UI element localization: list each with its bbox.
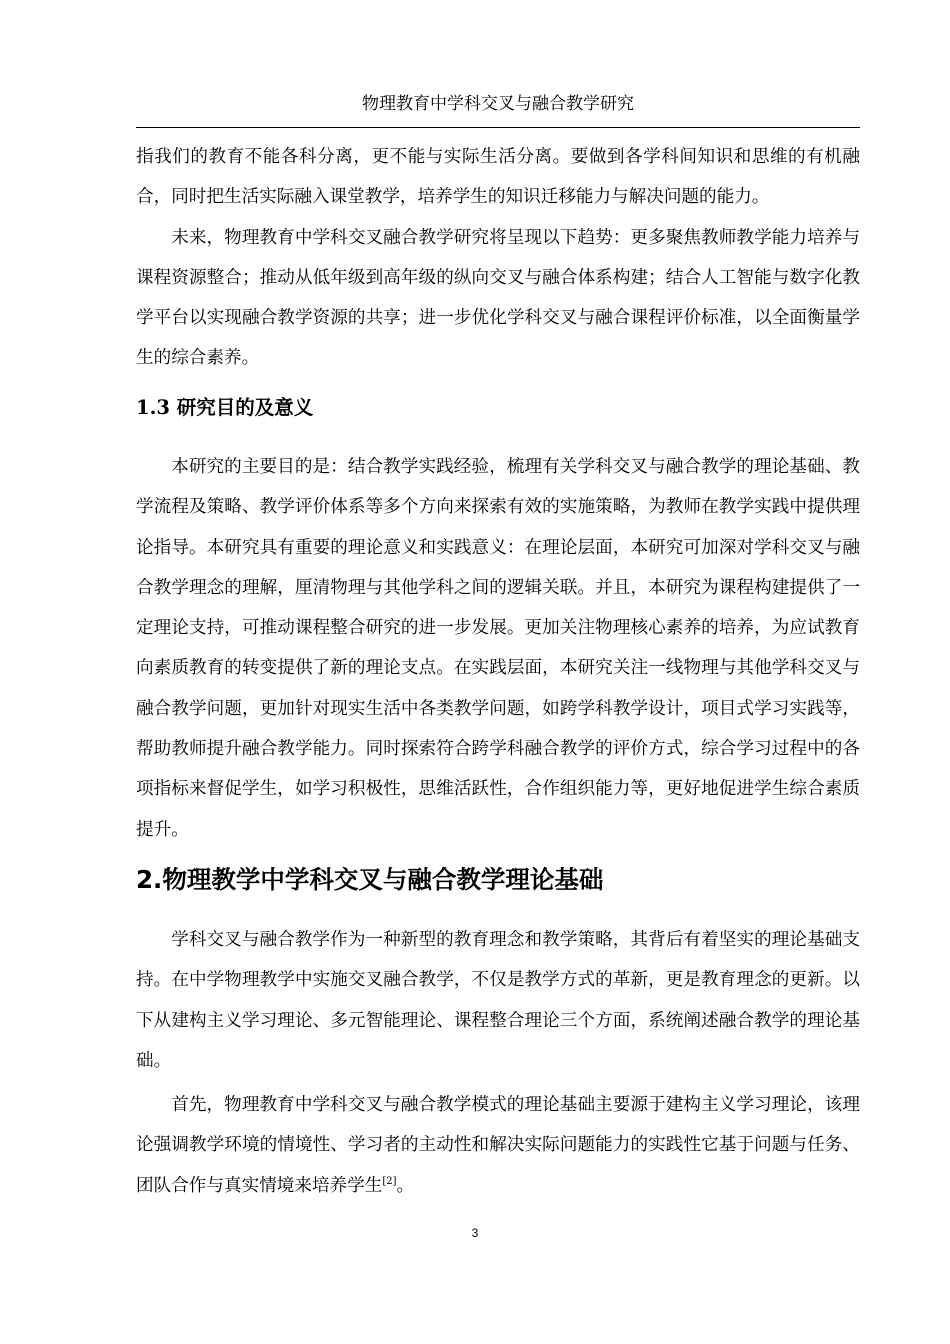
- paragraph-constructivism-end: 。: [396, 1175, 415, 1196]
- running-header-title: 物理教育中学科交叉与融合教学研究: [362, 94, 634, 114]
- page-number: 3: [471, 1226, 479, 1240]
- chapter-2: [136, 858, 860, 902]
- section-1-3-body: [136, 447, 860, 850]
- citation-ref[interactable]: [2]: [382, 1175, 397, 1187]
- header-divider: [136, 127, 860, 128]
- continuation-block: [136, 137, 860, 379]
- chapter-2-body: [136, 920, 860, 1206]
- paragraph-constructivism-text: 首先，物理教育中学科交叉与融合教学模式的理论基础主要源于建构主义学习理论，该理论强调教学环境的情境性、学习者的主动性和解决实际问题能力的实践性它基于问题与任务、团队合作与真实情境来培养学生: [136, 1095, 860, 1196]
- paragraph-constructivism: [136, 1085, 860, 1206]
- paragraph-continuation: 指我们的教育不能各科分离，更不能与实际生活分离。要做到各学科间知识和思维的有机融合，同时把生活实际融入课堂教学，培养学生的知识迁移能力与解决问题的能力。: [136, 147, 860, 208]
- paragraph-research-purpose: 本研究的主要目的是：结合教学实践经验，梳理有关学科交叉与融合教学的理论基础、教学流程及策略、教学评价体系等多个方向来探索有效的实施策略，为教师在教学实践中提供理论指导。本研究具有重要的理论意义和实践意义：在理论层面，本研究可加深对学科交叉与融合教学理念的理解，厘清物理与其他学科之间的逻辑关联。并且，本研究为课程构建提供了一定理论支持，可推动课程整合研究的进一步发展。更加关注物理核心素养的培养，为应试教育向素质教育的转变提供了新的理论支点。在实践层面，本研究关注一线物理与其他学科交叉与融合教学问题，更加针对现实生活中各类教学问题，如跨学科教学设计，项目式学习实践等，帮助教师提升融合教学能力。同时探索符合跨学科融合教学的评价方式，综合学习过程中的各项指标来督促学生，如学习积极性，思维活跃性，合作组织能力等，更好地促进学生综合素质提升。: [136, 457, 860, 840]
- section-heading-1-3: 1.3 研究目的及意义: [136, 396, 314, 419]
- paragraph-future-trends: 未来，物理教育中学科交叉融合教学研究将呈现以下趋势：更多聚焦教师教学能力培养与课程资源整合；推动从低年级到高年级的纵向交叉与融合体系构建；结合人工智能与数字化教学平台以实现融合教学资源的共享；进一步优化学科交叉与融合课程评价标准，以全面衡量学生的综合素养。: [136, 227, 860, 369]
- paragraph-theory-intro: 学科交叉与融合教学作为一种新型的教育理念和教学策略，其背后有着坚实的理论基础支持。在中学物理教学中实施交叉融合教学，不仅是教学方式的革新，更是教育理念的更新。以下从建构主义学习理论、多元智能理论、课程整合理论三个方面，系统阐述融合教学的理论基础。: [136, 930, 860, 1071]
- chapter-heading-2: 2.物理教学中学科交叉与融合教学理论基础: [136, 865, 604, 894]
- section-1-3: [136, 388, 860, 428]
